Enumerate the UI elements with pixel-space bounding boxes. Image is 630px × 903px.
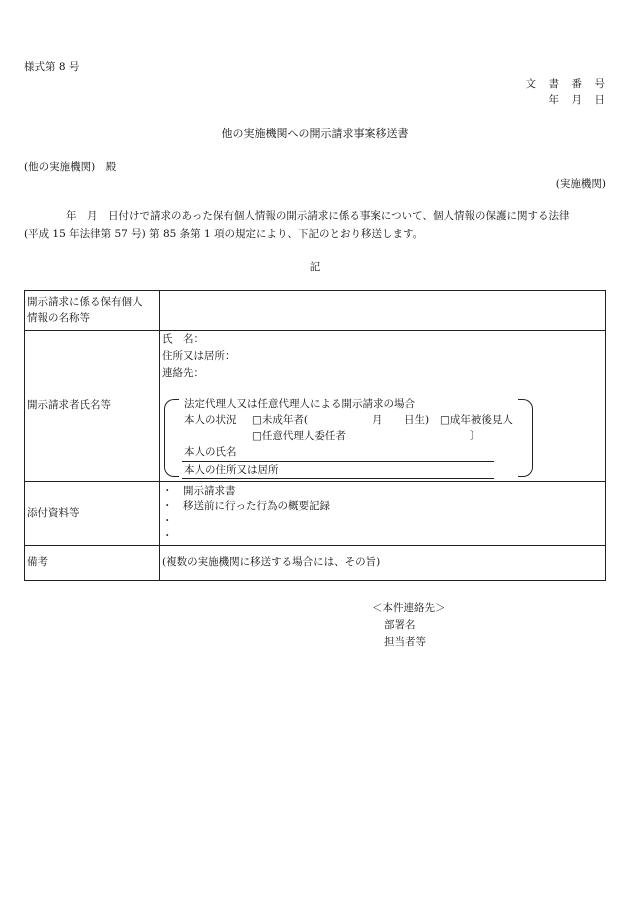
birth-day-label: 日生) xyxy=(404,414,430,426)
principal-address-underline xyxy=(182,478,494,479)
adult-ward-checkbox-label: □成年被後見人 xyxy=(440,414,513,426)
body-text-line-1: 年 月 日付けで請求のあった保有個人情報の開示請求に係る事案について、個人情報の保護に関する法律 xyxy=(66,210,570,222)
table-row xyxy=(25,546,606,581)
document-number-label: 文 書 番 号 xyxy=(525,78,606,90)
birth-month-label: 月 xyxy=(372,414,383,426)
attachment-item: ・ 移送前に行った行為の概要記録 xyxy=(162,500,330,512)
table-row xyxy=(25,331,606,482)
requester-label: 開示請求者氏名等 xyxy=(25,331,160,482)
requester-contact-label: 連絡先： xyxy=(162,367,204,379)
requested-info-label-line-1: 開示請求に係る保有個人 xyxy=(27,296,143,309)
principal-name-underline xyxy=(182,461,494,462)
requester-address-label: 住所又は居所： xyxy=(162,350,236,362)
requester-name-label: 氏 名： xyxy=(162,333,204,345)
attachment-item: ・ 開示請求書 xyxy=(162,485,236,497)
principal-status-label: 本人の状況 xyxy=(184,414,237,426)
form-number: 様式第 8 号 xyxy=(24,61,80,73)
requester-details xyxy=(160,331,606,482)
attachments-list xyxy=(160,482,606,546)
table-row xyxy=(25,291,606,331)
agent-bracket-left xyxy=(164,399,179,477)
requested-info-label xyxy=(25,291,160,331)
document-title: 他の実施機関への開示請求事案移送書 xyxy=(221,127,409,140)
minor-checkbox-label: □未成年者( xyxy=(252,414,309,426)
table-row xyxy=(25,482,606,546)
agent-section-heading: 法定代理人又は任意代理人による開示請求の場合 xyxy=(184,398,415,410)
attachments-label: 添付資料等 xyxy=(25,482,160,546)
remarks-value: (複数の実施機関に移送する場合には、その旨) xyxy=(160,546,606,581)
attachment-item: ・ xyxy=(162,515,173,527)
contact-department: 部署名 xyxy=(384,619,416,631)
ki-heading: 記 xyxy=(309,261,321,273)
addressee: (他の実施機関) 殿 xyxy=(24,161,117,173)
requested-info-value xyxy=(160,291,606,331)
contact-person: 担当者等 xyxy=(384,636,426,648)
transfer-details-table xyxy=(24,290,606,581)
remarks-label: 備考 xyxy=(25,546,160,581)
attachment-item: ・ xyxy=(162,530,173,542)
agent-bracket-right xyxy=(518,399,533,477)
date-label: 年 月 日 xyxy=(548,94,606,106)
requested-info-label-line-2: 情報の名称等 xyxy=(27,311,90,324)
sender-agency: (実施機関) xyxy=(555,178,606,190)
principal-address-label: 本人の住所又は居所 xyxy=(184,464,279,476)
body-text-line-2: (平成 15 年法律第 57 号) 第 85 条第 1 項の規定により、下記のとおり移送します。 xyxy=(24,228,424,240)
principal-name-label: 本人の氏名 xyxy=(184,446,237,458)
voluntary-agent-checkbox-label: □任意代理人委任者 xyxy=(252,430,346,442)
contact-heading: ＜本件連絡先＞ xyxy=(372,602,446,614)
closing-bracket: 〕 xyxy=(470,430,481,442)
